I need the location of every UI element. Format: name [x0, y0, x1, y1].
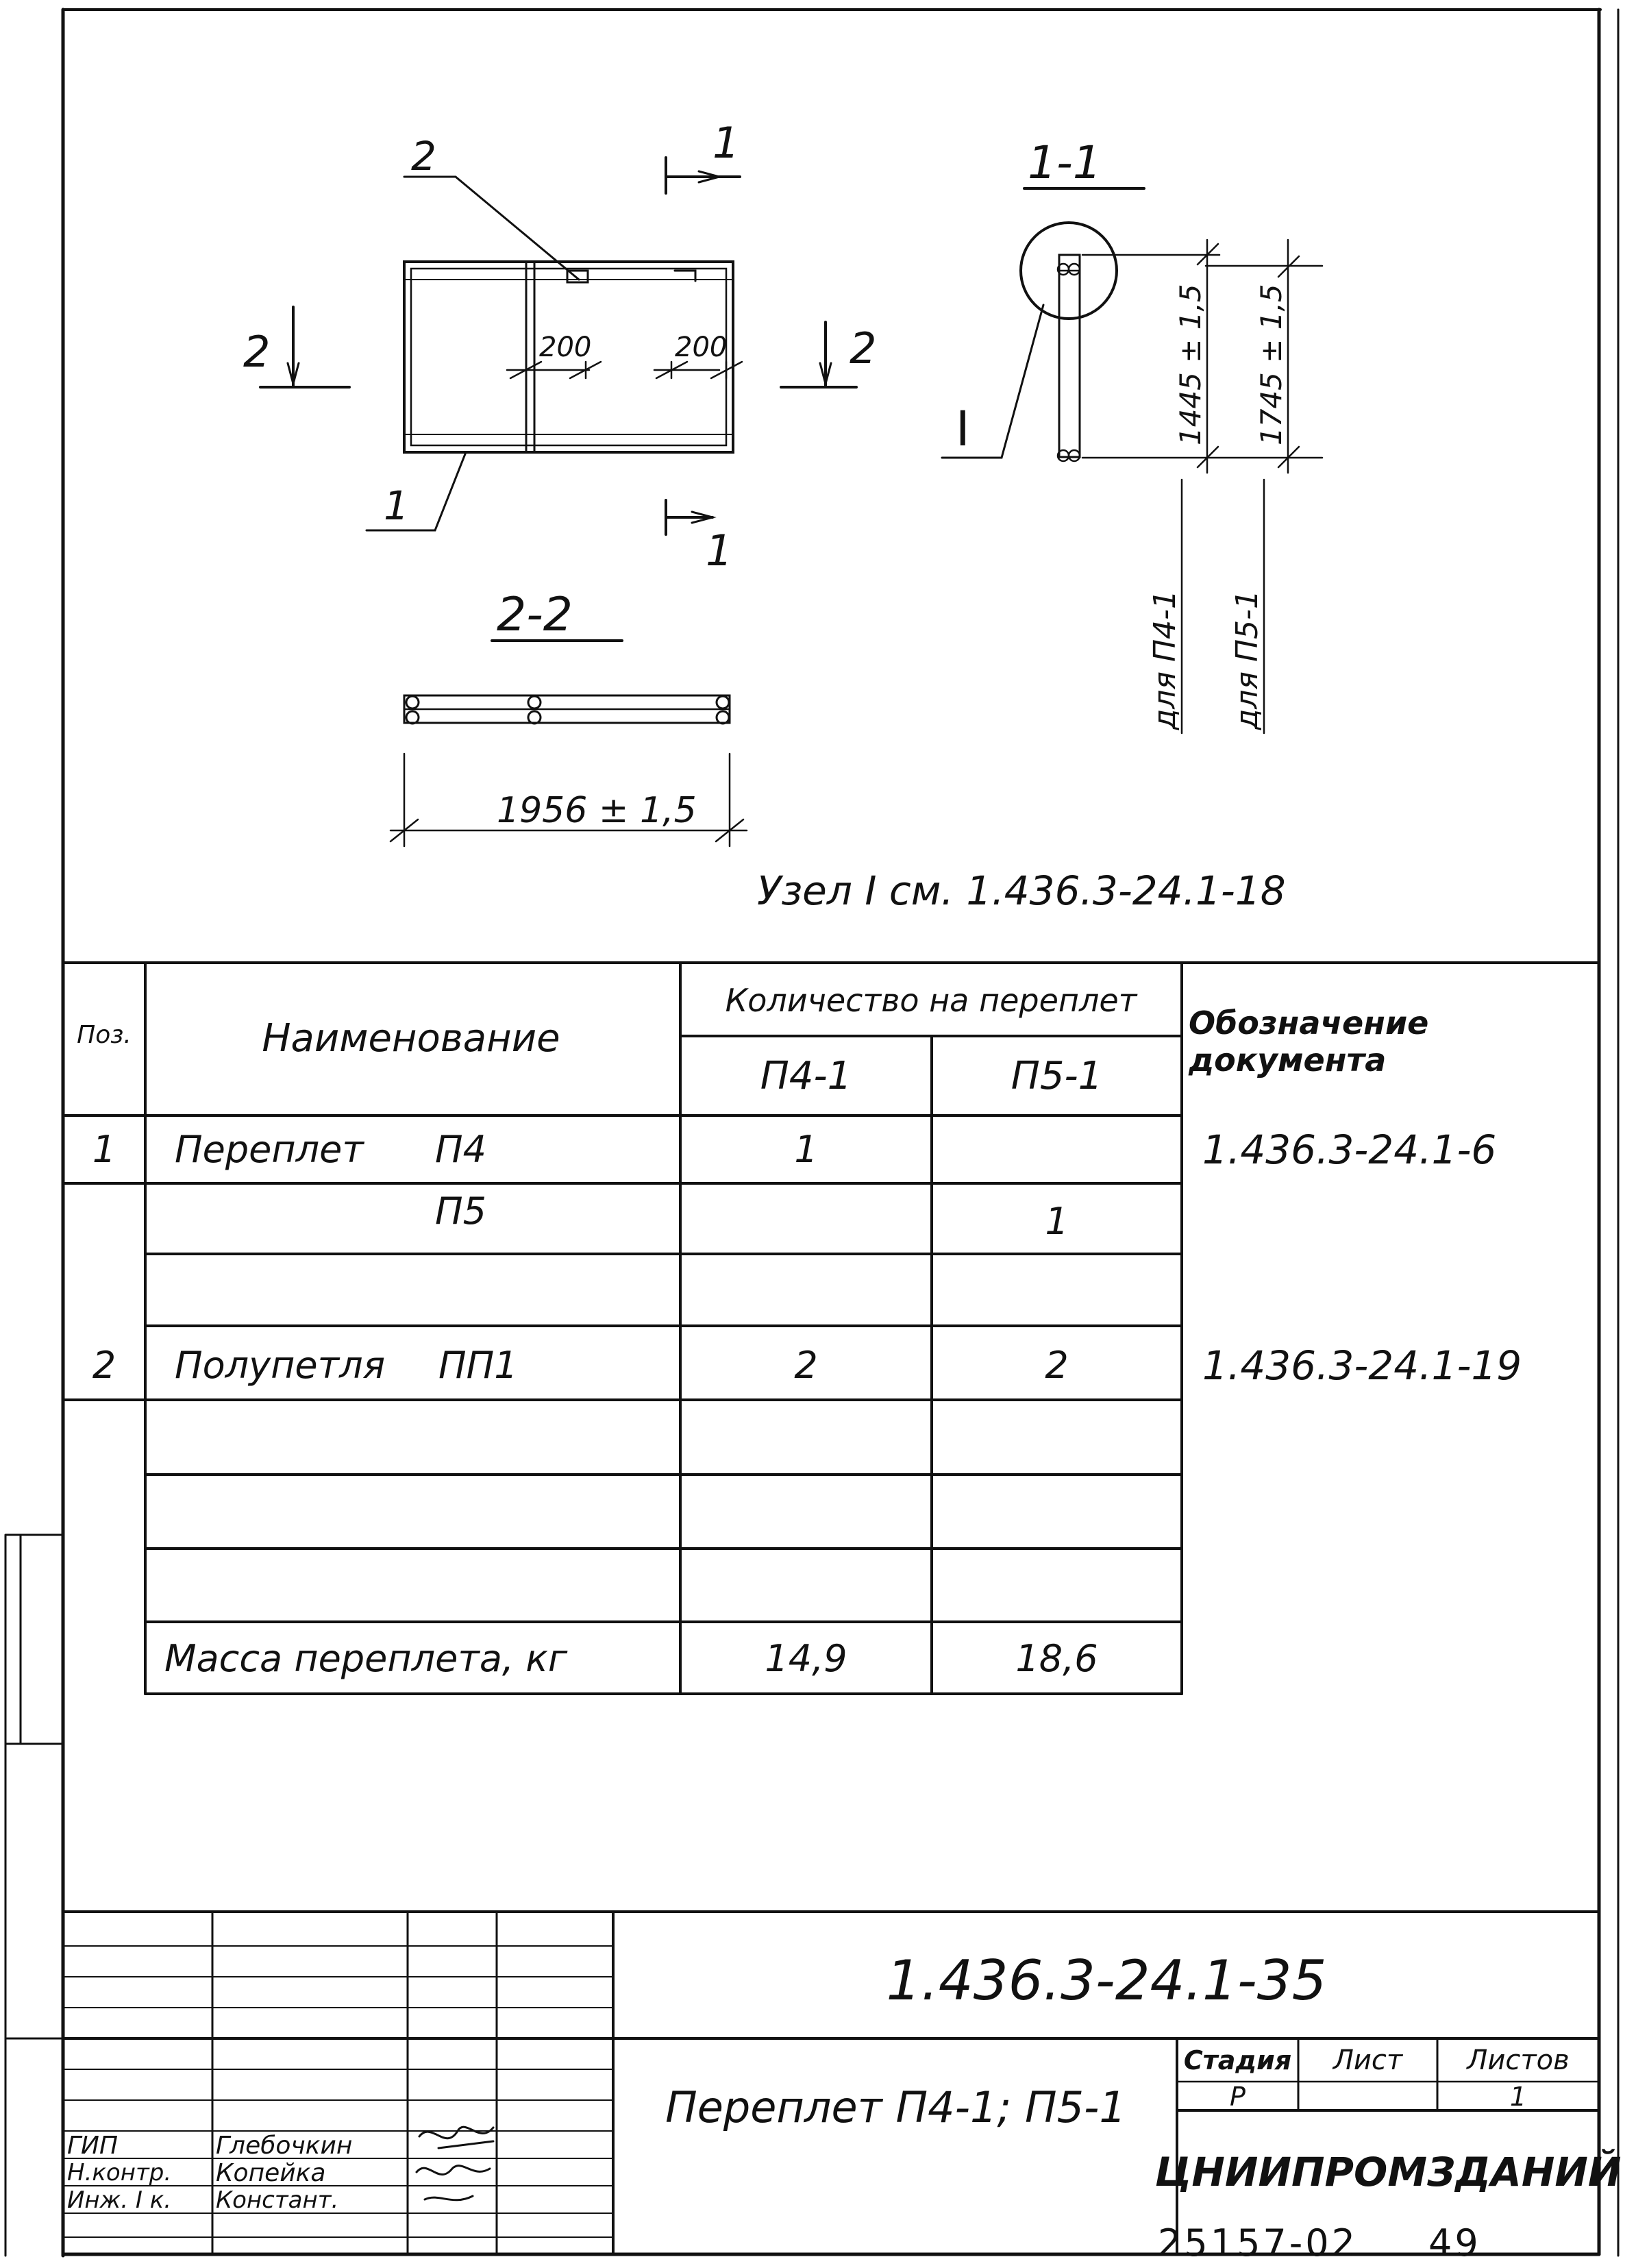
row3-pos: 2: [92, 1344, 116, 1387]
drawing-title: Переплет П4-1; П5-1: [665, 2082, 1126, 2132]
header-qty-group: Количество на переплет: [725, 982, 1137, 1019]
header-name: Наименование: [262, 1015, 560, 1061]
cut-mark-2-left: [260, 307, 349, 387]
mass-label: Масса переплета, кг: [164, 1636, 568, 1680]
row3-name: Полупетля: [175, 1344, 386, 1387]
row3-q1: 2: [794, 1344, 818, 1387]
role-gip: ГИП: [67, 2131, 119, 2160]
label-node-I: I: [956, 401, 970, 457]
page-number: 49: [1428, 2221, 1481, 2265]
section-1-1: [942, 188, 1322, 733]
sheets-label: Листов: [1467, 2045, 1570, 2076]
row1-doc: 1.436.3-24.1-6: [1202, 1126, 1497, 1173]
dim-1956: 1956 ± 1,5: [497, 790, 697, 831]
mass-p5: 18,6: [1015, 1636, 1098, 1680]
sheet-label: Лист: [1333, 2045, 1403, 2076]
label-cut1-bottom: 1: [706, 526, 733, 576]
header-qty-p4: П4-1: [760, 1053, 852, 1098]
row3-doc: 1.436.3-24.1-19: [1202, 1342, 1522, 1389]
row3-q2: 2: [1045, 1344, 1069, 1387]
node-reference: Узел I см. 1.436.3-24.1-18: [757, 867, 1286, 914]
signatures: [417, 2127, 493, 2200]
label-cut1-top: 1: [712, 118, 740, 168]
name-nkontr: Копейка: [216, 2158, 326, 2187]
cut-mark-2-right: [781, 322, 856, 387]
dim-1745: 1745 ± 1,5: [1254, 284, 1288, 445]
label-cut2-right: 2: [850, 323, 877, 373]
stage-label: Стадия: [1183, 2045, 1292, 2075]
dim-200-a: 200: [539, 332, 592, 363]
stage-value: Р: [1230, 2082, 1245, 2112]
label-for-p5: для П5-1: [1230, 590, 1265, 730]
row1-pos: 1: [92, 1128, 116, 1171]
leader-pos1: [367, 452, 466, 530]
row1-q1: 1: [794, 1128, 818, 1171]
section-1-1-title: 1-1: [1028, 136, 1102, 189]
row2-variant: П5: [435, 1190, 486, 1233]
header-doc: Обозначение документа: [1189, 1004, 1429, 1078]
label-for-p4: для П4-1: [1148, 590, 1182, 730]
dim-200-b: 200: [675, 332, 728, 363]
role-inzh: Инж. I к.: [67, 2186, 172, 2214]
row3-variant: ПП1: [438, 1344, 518, 1387]
label-pos2: 2: [411, 133, 436, 180]
row1-q2: [933, 1117, 1180, 1182]
name-gip: Глебочкин: [216, 2131, 353, 2160]
header-qty-p5: П5-1: [1011, 1053, 1103, 1098]
row1-name: Переплет: [175, 1128, 364, 1171]
archive-number: 25157-02: [1158, 2221, 1358, 2265]
label-pos1: 1: [384, 482, 409, 529]
sheets-value: 1: [1509, 2082, 1527, 2112]
name-inzh: Констант.: [216, 2186, 339, 2214]
section-2-2-title: 2-2: [497, 588, 573, 642]
doc-code: 1.436.3-24.1-35: [886, 1948, 1327, 2012]
role-nkontr: Н.контр.: [67, 2159, 172, 2186]
row2-q2: 1: [1045, 1200, 1069, 1243]
mass-p4: 14,9: [765, 1636, 847, 1680]
dim-1445: 1445 ± 1,5: [1174, 284, 1207, 445]
row1-variant: П4: [435, 1128, 486, 1171]
header-pos: Поз.: [77, 1020, 132, 1049]
leader-pos2: [404, 177, 579, 280]
label-cut2-left: 2: [243, 327, 271, 377]
organization: ЦНИИПРОМЗДАНИЙ: [1154, 2149, 1622, 2195]
binding-stub: [5, 1535, 63, 2256]
dim-200-a-lines: [507, 362, 589, 378]
